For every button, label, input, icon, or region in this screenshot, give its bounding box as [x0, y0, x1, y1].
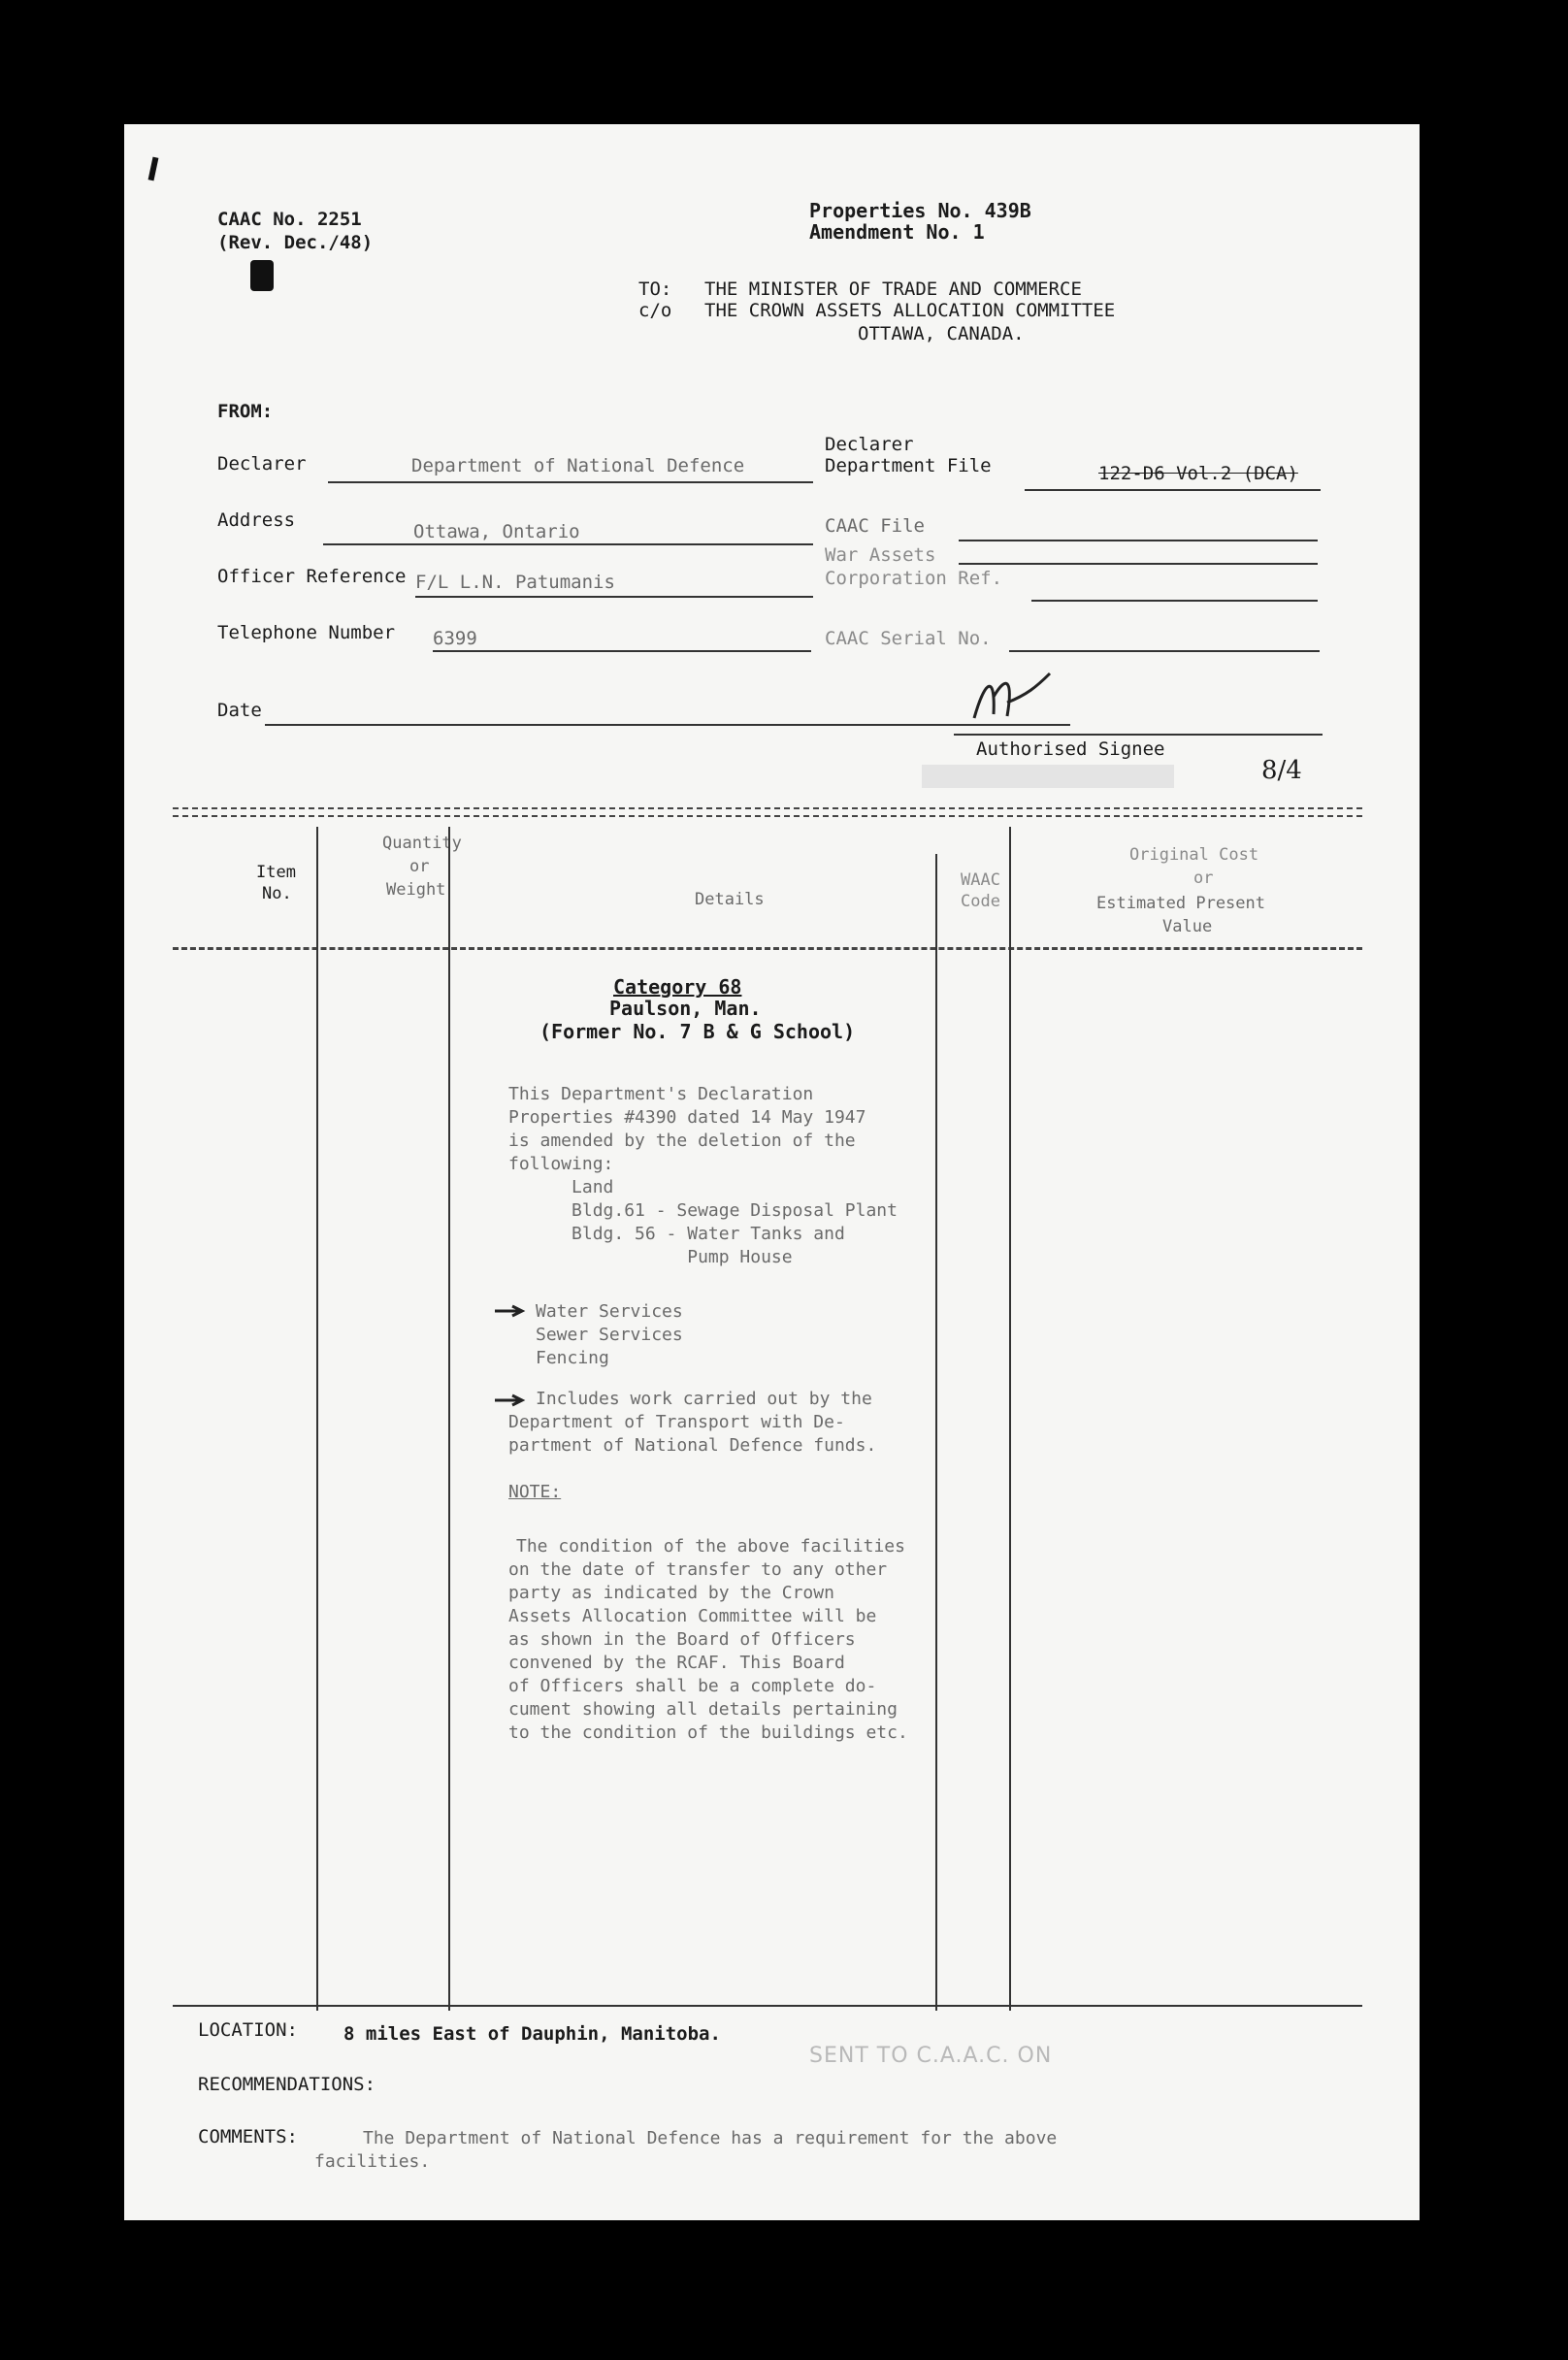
- footnote-line-2: Department of Transport with De-: [508, 1412, 845, 1432]
- header-qty-2: or: [409, 857, 430, 876]
- amendment-no: Amendment No. 1: [809, 220, 985, 244]
- dept-file-underline: [1025, 489, 1321, 491]
- authorised-signee-label: Authorised Signee: [976, 738, 1165, 760]
- note-line-3: party as indicated by the Crown: [508, 1583, 834, 1603]
- details-line-7: Bldg. 56 - Water Tanks and: [508, 1224, 845, 1244]
- signature-initials: 8/4: [1261, 756, 1302, 785]
- dept-file-label-2: Department File: [825, 455, 992, 476]
- table-top-rule-1: [173, 807, 1362, 809]
- address-underline: [323, 543, 813, 545]
- caac-serial-underline: [1009, 650, 1320, 652]
- table-bottom-rule: [173, 2005, 1362, 2007]
- note-label: NOTE:: [508, 1482, 562, 1502]
- note-line-8: cument showing all details pertaining: [508, 1699, 898, 1720]
- caac-serial-label: CAAC Serial No.: [825, 628, 992, 649]
- header-cost-1: Original Cost: [1129, 845, 1259, 865]
- details-line-1: This Department's Declaration: [508, 1084, 814, 1104]
- date-label: Date: [217, 700, 262, 721]
- details-line-3: is amended by the deletion of the: [508, 1131, 856, 1151]
- details-line-4: following:: [508, 1154, 614, 1174]
- service-sewer: Sewer Services: [536, 1325, 683, 1345]
- category-former: (Former No. 7 B & G School): [539, 1020, 856, 1043]
- note-line-2: on the date of transfer to any other: [508, 1559, 888, 1580]
- officer-ref-underline: [415, 596, 813, 598]
- city: OTTAWA, CANADA.: [858, 323, 1025, 344]
- declarer-underline: [328, 481, 813, 483]
- telephone-value: 6399: [433, 628, 477, 649]
- comments-label: COMMENTS:: [198, 2126, 298, 2147]
- location-label: LOCATION:: [198, 2019, 298, 2041]
- address-label: Address: [217, 509, 296, 531]
- signature: [968, 668, 1056, 736]
- punch-mark-top: [148, 157, 159, 181]
- header-cost-2: or: [1193, 869, 1214, 888]
- dept-file-label-1: Declarer: [825, 434, 914, 455]
- co-value: THE CROWN ASSETS ALLOCATION COMMITTEE: [704, 300, 1116, 321]
- officer-ref-label: Officer Reference: [217, 566, 407, 587]
- document-page: [124, 124, 1420, 2220]
- officer-ref-value: F/L L.N. Patumanis: [415, 572, 615, 593]
- recommendations-label: RECOMMENDATIONS:: [198, 2074, 376, 2095]
- to-value: THE MINISTER OF TRADE AND COMMERCE: [704, 279, 1082, 300]
- details-line-8: Pump House: [508, 1247, 793, 1267]
- arrow-icon: [493, 1393, 528, 1407]
- service-fencing: Fencing: [536, 1348, 609, 1368]
- sent-stamp: SENT TO C.A.A.C. ON: [809, 2044, 1053, 2068]
- header-cost-3: Estimated Present: [1096, 894, 1265, 913]
- telephone-label: Telephone Number: [217, 622, 396, 643]
- corporation-ref-label: Corporation Ref.: [825, 568, 1003, 589]
- note-line-1: The condition of the above facilities: [516, 1536, 905, 1557]
- comments-line-1: The Department of National Defence has a requirement for the above: [363, 2128, 1058, 2148]
- header-cost-4: Value: [1162, 917, 1213, 936]
- note-line-4: Assets Allocation Committee will be: [508, 1606, 877, 1626]
- table-top-rule-2: [173, 815, 1362, 817]
- header-details: Details: [695, 890, 765, 909]
- header-item-1: Item: [256, 863, 296, 882]
- note-line-9: to the condition of the buildings etc.: [508, 1722, 908, 1743]
- location-value: 8 miles East of Dauphin, Manitoba.: [343, 2023, 721, 2045]
- war-assets-label: War Assets: [825, 544, 936, 566]
- co-label: c/o: [638, 300, 672, 321]
- to-label: TO:: [638, 279, 672, 300]
- corporation-ref-underline: [1031, 600, 1318, 602]
- declarer-label: Declarer: [217, 453, 307, 475]
- service-water: Water Services: [536, 1301, 683, 1322]
- war-assets-underline: [959, 563, 1318, 565]
- telephone-underline: [433, 650, 811, 652]
- col-divider-1: [316, 827, 318, 2011]
- arrow-icon: [493, 1304, 528, 1318]
- details-line-2: Properties #4390 dated 14 May 1947: [508, 1107, 866, 1128]
- signee-stamp: [922, 765, 1174, 788]
- header-qty-3: Weight: [386, 880, 446, 900]
- col-divider-2: [448, 827, 450, 2011]
- footnote-line-3: partment of National Defence funds.: [508, 1435, 877, 1456]
- header-qty-1: Quantity: [382, 834, 462, 853]
- declarer-value: Department of National Defence: [411, 455, 745, 476]
- note-line-5: as shown in the Board of Officers: [508, 1629, 856, 1650]
- details-line-6: Bldg.61 - Sewage Disposal Plant: [508, 1200, 898, 1221]
- details-line-5: Land: [508, 1177, 614, 1197]
- category-title: Category 68: [613, 975, 742, 999]
- caac-file-label: CAAC File: [825, 515, 925, 537]
- properties-no: Properties No. 439B: [809, 199, 1031, 222]
- header-item-2: No.: [262, 884, 292, 903]
- dept-file-value: 122-D6 Vol.2 (DCA): [1098, 463, 1298, 484]
- note-line-7: of Officers shall be a complete do-: [508, 1676, 877, 1696]
- table-header-rule: [173, 947, 1362, 950]
- footnote-line-1: Includes work carried out by the: [536, 1389, 872, 1409]
- date-underline: [265, 724, 1070, 726]
- note-line-6: convened by the RCAF. This Board: [508, 1653, 845, 1673]
- col-divider-4: [1009, 827, 1011, 2011]
- header-waac-2: Code: [961, 892, 1000, 911]
- form-id-line2: (Rev. Dec./48): [217, 232, 374, 253]
- from-label: FROM:: [217, 401, 274, 422]
- col-divider-3: [935, 854, 937, 2011]
- caac-file-underline: [959, 540, 1318, 541]
- signee-underline: [954, 734, 1323, 736]
- category-place: Paulson, Man.: [609, 997, 762, 1020]
- address-value: Ottawa, Ontario: [413, 521, 580, 542]
- form-id-line1: CAAC No. 2251: [217, 209, 362, 230]
- comments-line-2: facilities.: [314, 2151, 431, 2172]
- header-waac-1: WAAC: [961, 870, 1000, 890]
- ink-blot: [250, 260, 274, 291]
